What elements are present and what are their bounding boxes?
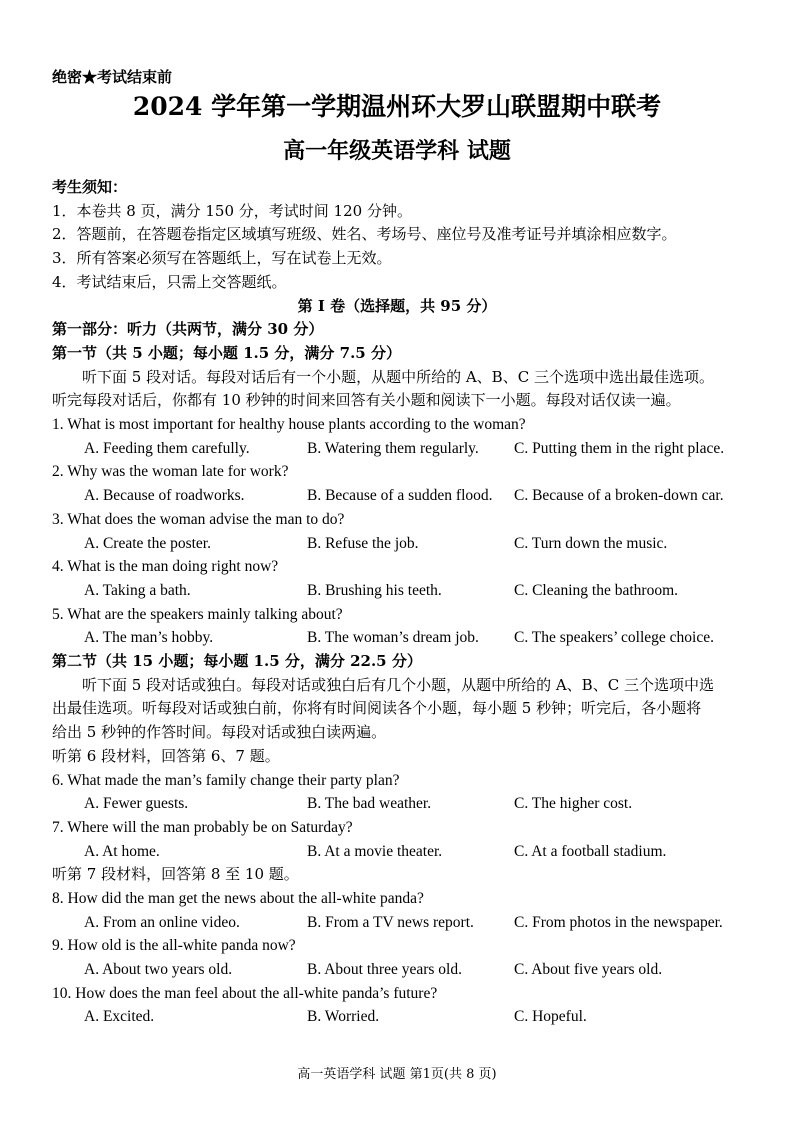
question-options — [52, 532, 742, 556]
exam-page — [52, 66, 742, 1029]
option-b: B. The woman’s dream job. — [307, 629, 479, 647]
option-a: A. Excited. — [84, 1008, 155, 1026]
question-options — [52, 840, 742, 864]
notice-item: 4．考试结束后，只需上交答题纸。 — [52, 272, 287, 291]
volume-title: 第 I 卷（选择题，共 95 分） — [297, 296, 497, 315]
option-a: A. About two years old. — [84, 961, 233, 979]
option-b: B. Because of a sudden flood. — [307, 487, 493, 505]
question-options — [52, 1005, 742, 1029]
question-block — [52, 460, 742, 507]
question-text: 10. How does the man feel about the all-white panda’s future? — [52, 984, 438, 1002]
notice-item: 3．所有答案必须写在答题纸上，写在试卷上无效。 — [52, 249, 392, 268]
option-c: C. At a football stadium. — [514, 842, 667, 860]
question-text: 4. What is the man doing right now? — [52, 558, 279, 576]
option-b: B. At a movie theater. — [307, 842, 443, 860]
option-a: A. From an online video. — [84, 913, 240, 931]
option-b: B. The bad weather. — [307, 795, 432, 813]
material-heading: 听第 7 段材料，回答第 8 至 10 题。 — [52, 865, 299, 884]
option-b: B. Worried. — [307, 1008, 380, 1026]
question-options — [52, 911, 742, 935]
section1-instructions: 听下面 5 段对话。每段对话后有一个小题，从题中所给的 A、B、C 三个选项中选出最佳选项。 — [82, 367, 714, 386]
option-b: B. From a TV news report. — [307, 913, 474, 931]
section2-instructions: 听下面 5 段对话或独白。每段对话或独白后有几个小题，从题中所给的 A、B、C 三个选项中选 — [82, 675, 714, 694]
notice-heading: 考生须知： — [52, 178, 128, 196]
section2-title: 第二节（共 15 小题；每小题 1.5 分，满分 22.5 分） — [52, 651, 422, 670]
confidential-label: 绝密★考试结束前 — [52, 68, 173, 86]
option-c: C. The speakers’ college choice. — [514, 629, 714, 647]
section1-title: 第一节（共 5 小题；每小题 1.5 分，满分 7.5 分） — [52, 343, 401, 362]
question-text: 8. How did the man get the news about the all-white panda? — [52, 889, 424, 907]
question-block — [52, 603, 742, 650]
option-c: C. Because of a broken-down car. — [514, 487, 724, 505]
question-block — [52, 508, 742, 555]
question-block — [52, 555, 742, 602]
notice-item: 2．答题前，在答题卷指定区域填写班级、姓名、考场号、座位号及准考证号并填涂相应数字。 — [52, 225, 677, 244]
question-text: 3. What does the woman advise the man to do? — [52, 510, 345, 528]
option-b: B. Watering them regularly. — [307, 439, 479, 457]
option-c: C. The higher cost. — [514, 795, 633, 813]
section2-instructions: 给出 5 秒钟的作答时间。每段对话或独白读两遍。 — [52, 723, 387, 742]
question-text: 2. Why was the woman late for work? — [52, 463, 289, 481]
question-text: 9. How old is the all-white panda now? — [52, 937, 296, 955]
question-options — [52, 437, 742, 461]
option-b: B. About three years old. — [307, 961, 462, 979]
question-block — [52, 982, 742, 1029]
question-text: 6. What made the man’s family change their party plan? — [52, 771, 400, 789]
option-c: C. Cleaning the bathroom. — [514, 581, 679, 599]
question-block — [52, 413, 742, 460]
option-a: A. Because of roadworks. — [84, 487, 245, 505]
exam-subtitle: 高一年级英语学科 试题 — [283, 138, 511, 164]
question-text: 1. What is most important for healthy house plants according to the woman? — [52, 416, 526, 434]
option-a: A. The man’s hobby. — [84, 629, 214, 647]
option-a: A. Create the poster. — [84, 534, 211, 552]
question-block — [52, 934, 742, 981]
question-options — [52, 958, 742, 982]
question-options — [52, 792, 742, 816]
section2-instructions: 出最佳选项。听每段对话或独白前，你将有时间阅读各个小题，每小题 5 秒钟；听完后，各小题将 — [52, 699, 702, 718]
section1-instructions: 听完每段对话后，你都有 10 秒钟的时间来回答有关小题和阅读下一小题。每段对话仅读一遍。 — [52, 391, 681, 410]
question-block — [52, 816, 742, 863]
exam-title: 2024 学年第一学期温州环大罗山联盟期中联考 — [132, 92, 662, 121]
page-footer: 高一英语学科 试题 第1页(共 8 页) — [297, 1067, 497, 1082]
option-a: A. Taking a bath. — [84, 581, 191, 599]
notice-item: 1．本卷共 8 页，满分 150 分，考试时间 120 分钟。 — [52, 201, 412, 220]
option-a: A. Fewer guests. — [84, 795, 189, 813]
option-b: B. Refuse the job. — [307, 534, 419, 552]
option-c: C. Hopeful. — [514, 1008, 587, 1026]
question-text: 7. Where will the man probably be on Saturday? — [52, 818, 353, 836]
part1-title: 第一部分：听力（共两节，满分 30 分） — [52, 320, 324, 339]
option-a: A. Feeding them carefully. — [84, 439, 250, 457]
option-c: C. Putting them in the right place. — [514, 439, 725, 457]
question-block — [52, 887, 742, 934]
question-block — [52, 769, 742, 816]
option-c: C. Turn down the music. — [514, 534, 668, 552]
option-c: C. From photos in the newspaper. — [514, 913, 723, 931]
question-options — [52, 626, 742, 650]
material-heading: 听第 6 段材料，回答第 6、7 题。 — [52, 746, 280, 765]
option-b: B. Brushing his teeth. — [307, 581, 442, 599]
option-a: A. At home. — [84, 842, 160, 860]
question-options — [52, 579, 742, 603]
question-options — [52, 484, 742, 508]
question-text: 5. What are the speakers mainly talking about? — [52, 605, 343, 623]
option-c: C. About five years old. — [514, 961, 663, 979]
